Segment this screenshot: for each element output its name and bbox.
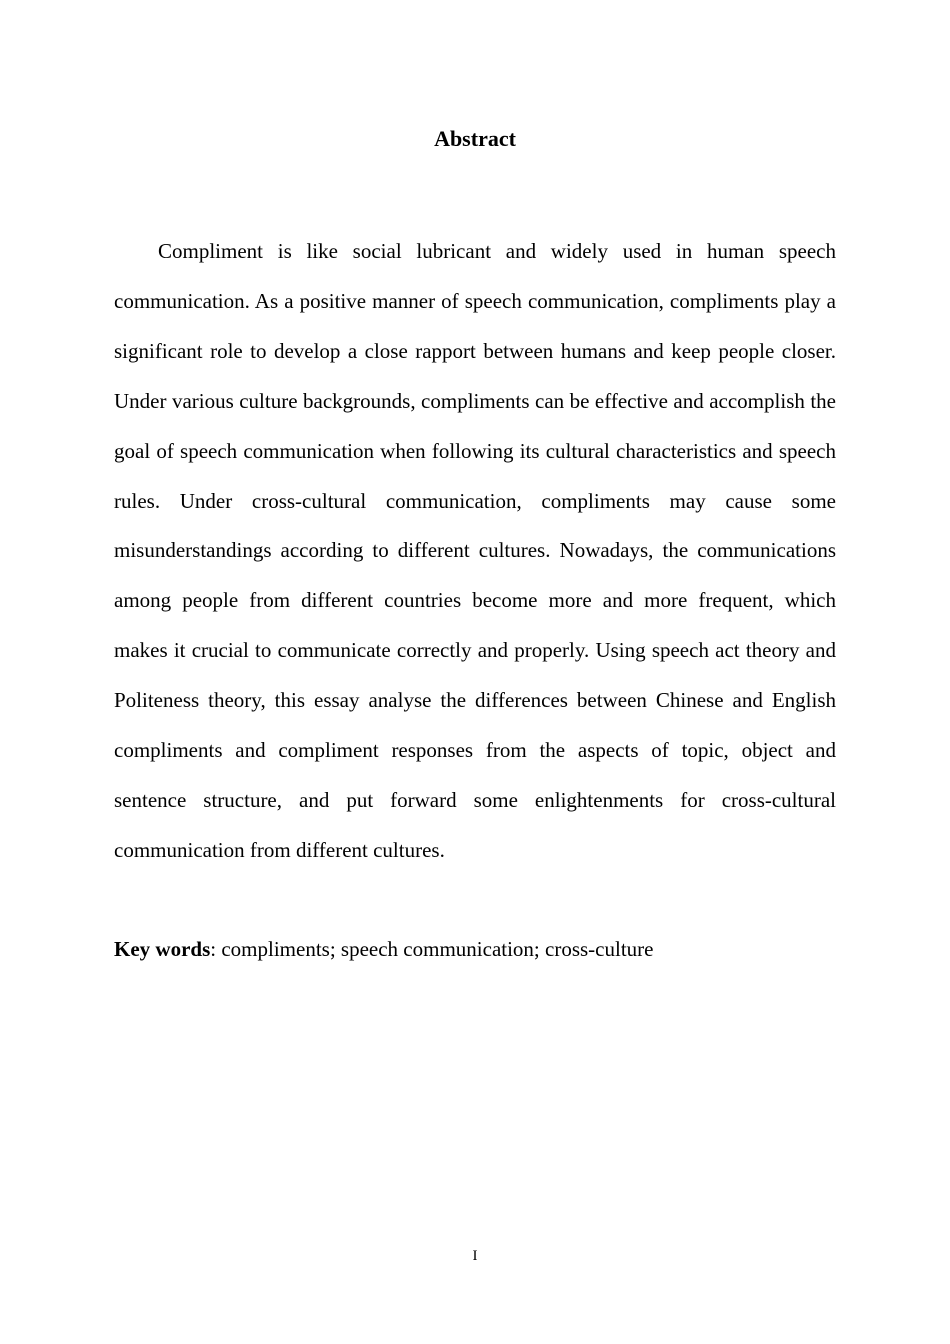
keywords-text: compliments; speech communication; cross-culture (221, 937, 654, 961)
keywords-label: Key words (114, 937, 211, 961)
page-title: Abstract (434, 126, 516, 151)
abstract-paragraph: Compliment is like social lubricant and widely used in human speech communication. As a positive manner of speech communication, compliments play a significant role to develop a close rapport between humans and keep people closer. Under various culture backgrounds, compliments can be effective and accomplish the goal of speech communication when following its cultural characteristics and speech rules. Under cross-cultural communication, compliments may cause some misunderstandings according to different cultures. Nowadays, the communications among people from different countries become more and more frequent, which makes it crucial to communicate correctly and properly. Using speech act theory and Politeness theory, this essay analyse the differences between Chinese and English compliments and compliment responses from the aspects of topic, object and sentence structure, and put forward some enlightenments for cross-cultural communication from different cultures. (114, 239, 836, 862)
keywords-separator: : (210, 937, 222, 961)
page-number: I (472, 1248, 478, 1264)
keywords-line (114, 925, 836, 975)
